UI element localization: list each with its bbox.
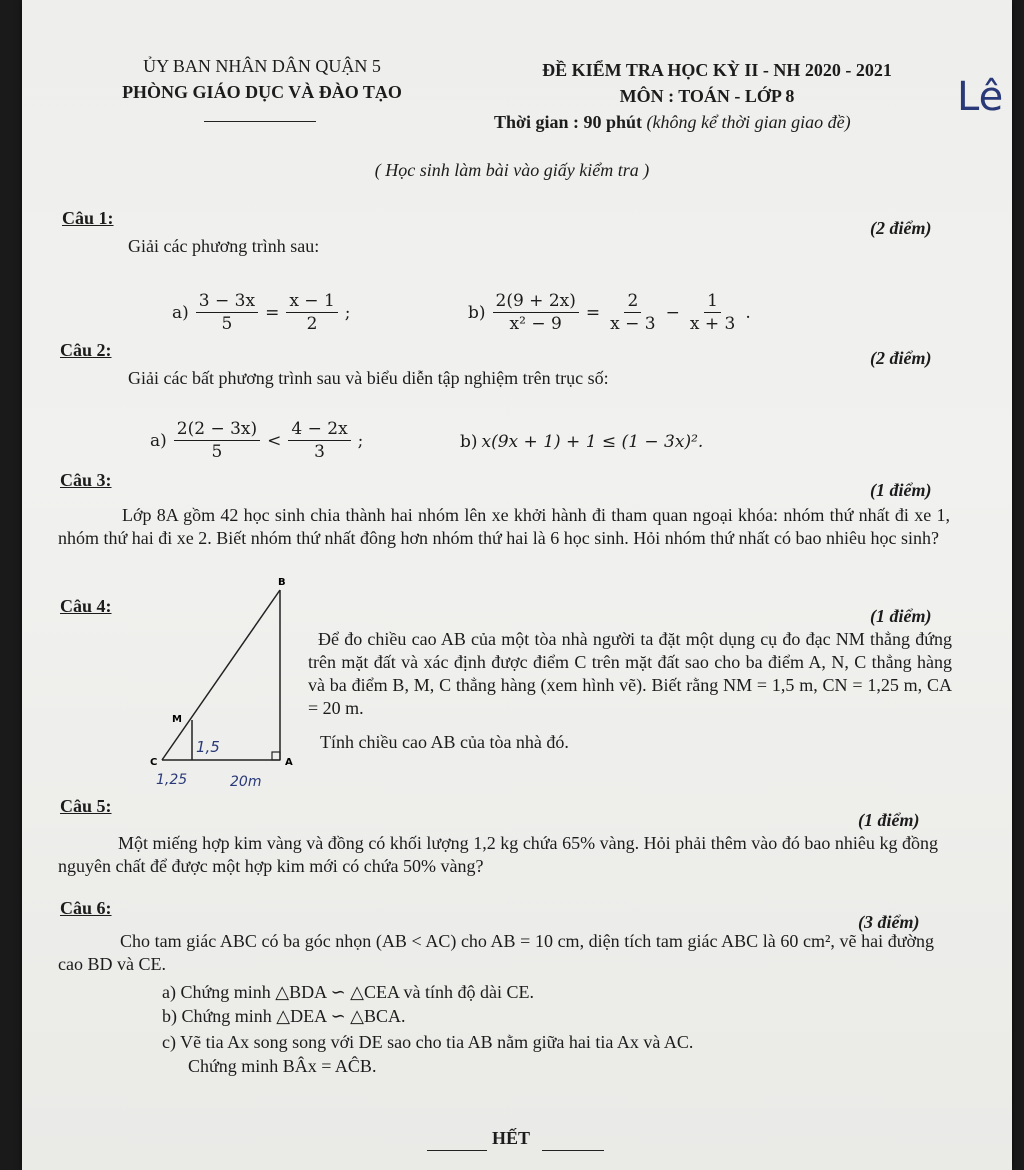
hand-nm: 1,5 — [196, 738, 220, 756]
cau6-b: b) Chứng minh △DEA ∽ △BCA. — [162, 1006, 406, 1026]
fraction: $\frac{1}{x + 3}$ — [689, 291, 736, 334]
fraction: $\frac{2(9 + 2x)}{\text{x² − 9}}$ — [493, 290, 579, 335]
eq-label: a) — [150, 430, 167, 451]
time-note: (không kể thời gian giao đề) — [646, 112, 851, 132]
time-label: Thời gian : 90 phút — [494, 112, 643, 132]
eq-label: a) — [172, 302, 189, 323]
instruction: ( Học sinh làm bài vào giấy kiểm tra ) — [374, 160, 650, 180]
cau6-title: Câu 6: — [60, 898, 112, 918]
cau2-title: Câu 2: — [60, 340, 112, 360]
building-figure — [132, 572, 312, 797]
right-angle-mark — [272, 752, 280, 760]
header-right-line2: MÔN : TOÁN - LỚP 8 — [619, 86, 795, 106]
cau1-title: Câu 1: — [62, 208, 114, 228]
header-left-line2: PHÒNG GIÁO DỤC VÀ ĐÀO TẠO — [122, 82, 402, 102]
header-divider — [204, 121, 316, 122]
hand-cn: 1,25 — [156, 772, 188, 788]
eq-label: b) — [468, 302, 486, 323]
cau1-points: (2 điểm) — [870, 218, 932, 238]
inequality: x(9x + 1) + 1 ≤ (1 − 3x)². — [481, 432, 704, 452]
cau6-c2: Chứng minh BÂx = AĈB. — [188, 1056, 377, 1076]
cau3-title: Câu 3: — [60, 470, 112, 490]
header-left-line1: ỦY BAN NHÂN DÂN QUẬN 5 — [143, 56, 381, 76]
hand-ca: 20m — [230, 774, 262, 790]
header-time — [494, 112, 964, 133]
fraction: $\frac{x - 1}{2}$ — [286, 290, 337, 335]
cau6-intro: Cho tam giác ABC có ba góc nhọn (AB < AC) cho AB = 10 cm, diện tích tam giác ABC là 60 cm², vẽ hai đường cao BD và CE. — [58, 931, 934, 974]
line-cb — [162, 590, 280, 760]
cau5-title: Câu 5: — [60, 796, 112, 816]
cau4-question: Tính chiều cao AB của tòa nhà đó. — [320, 732, 569, 752]
cau2-points: (2 điểm) — [870, 348, 932, 368]
footer-line-left — [427, 1150, 487, 1151]
fraction: $\frac{2}{x - 3}$ — [610, 291, 656, 334]
footer-end: HẾT — [492, 1128, 531, 1148]
eq-label: b) — [460, 432, 478, 452]
exam-paper — [22, 0, 1012, 1170]
cau5-points: (1 điểm) — [858, 810, 920, 830]
cau4-title: Câu 4: — [60, 596, 112, 616]
label-m: M — [172, 714, 182, 725]
fraction: $\frac{4 - 2x}{3}$ — [288, 418, 350, 463]
cau2-prompt: Giải các bất phương trình sau và biểu diễn tập nghiệm trên trục số: — [128, 368, 609, 388]
cau1-eq-b: b) $\frac{2(9 + 2x)}{\text{x² − 9}}$ = $\frac{2}{x - 3}$ − $\frac{1}{x + 3}$ . — [468, 291, 751, 334]
footer-line-right — [542, 1150, 604, 1151]
cau4-points: (1 điểm) — [870, 606, 932, 626]
cau4-text: Để đo chiều cao AB của một tòa nhà người ta đặt một dụng cụ đo đạc NM thẳng đứng trên mặt đất và xác định được điểm C trên mặt đất sao cho ba điểm A, N, C thẳng hàng và ba điểm B, M, C thẳng hàng (xem hình vẽ). Biết rằng NM = 1,5 m, CN = 1,25 m, CA = 20 m. — [308, 629, 952, 718]
cau6-a: a) Chứng minh △BDA ∽ △CEA và tính độ dài CE. — [162, 982, 535, 1002]
cau1-eq-a: a) $\frac{3 - 3x}{5}$ = $\frac{x - 1}{2}$ ; — [172, 291, 351, 334]
signature: Lê — [957, 74, 1004, 120]
cau1-prompt: Giải các phương trình sau: — [128, 236, 320, 256]
cau2-eq-a: a) $\frac{2(2 - 3x)}{5}$ < $\frac{4 - 2x}{3}$ ; — [150, 419, 364, 462]
cau3-points: (1 điểm) — [870, 480, 932, 500]
cau6-points: (3 điểm) — [858, 912, 920, 932]
cau2-eq-b — [460, 432, 703, 452]
fraction: $\frac{2(2 - 3x)}{5}$ — [174, 418, 260, 463]
label-b: B — [278, 577, 286, 588]
cau3-text: Lớp 8A gồm 42 học sinh chia thành hai nhóm lên xe khởi hành đi tham quan ngoại khóa: nhóm thứ nhất đi xe 1, nhóm thứ hai đi xe 2. Biết nhóm thứ nhất đông hơn nhóm thứ hai là 6 học sinh. Hỏi nhóm thứ nhất có bao nhiêu học sinh? — [58, 505, 950, 548]
cau6-c: c) Vẽ tia Ax song song với DE sao cho tia AB nằm giữa hai tia Ax và AC. — [162, 1032, 694, 1052]
label-a: A — [285, 757, 293, 768]
cau5-text: Một miếng hợp kim vàng và đồng có khối lượng 1,2 kg chứa 65% vàng. Hỏi phải thêm vào đó bao nhiêu kg đồng nguyên chất để được một hợp kim mới có chứa 50% vàng? — [58, 833, 938, 876]
label-c: C — [150, 757, 158, 768]
fraction: $\frac{3 - 3x}{5}$ — [196, 290, 258, 335]
header-right-line1: ĐỀ KIỂM TRA HỌC KỲ II - NH 2020 - 2021 — [542, 60, 892, 80]
